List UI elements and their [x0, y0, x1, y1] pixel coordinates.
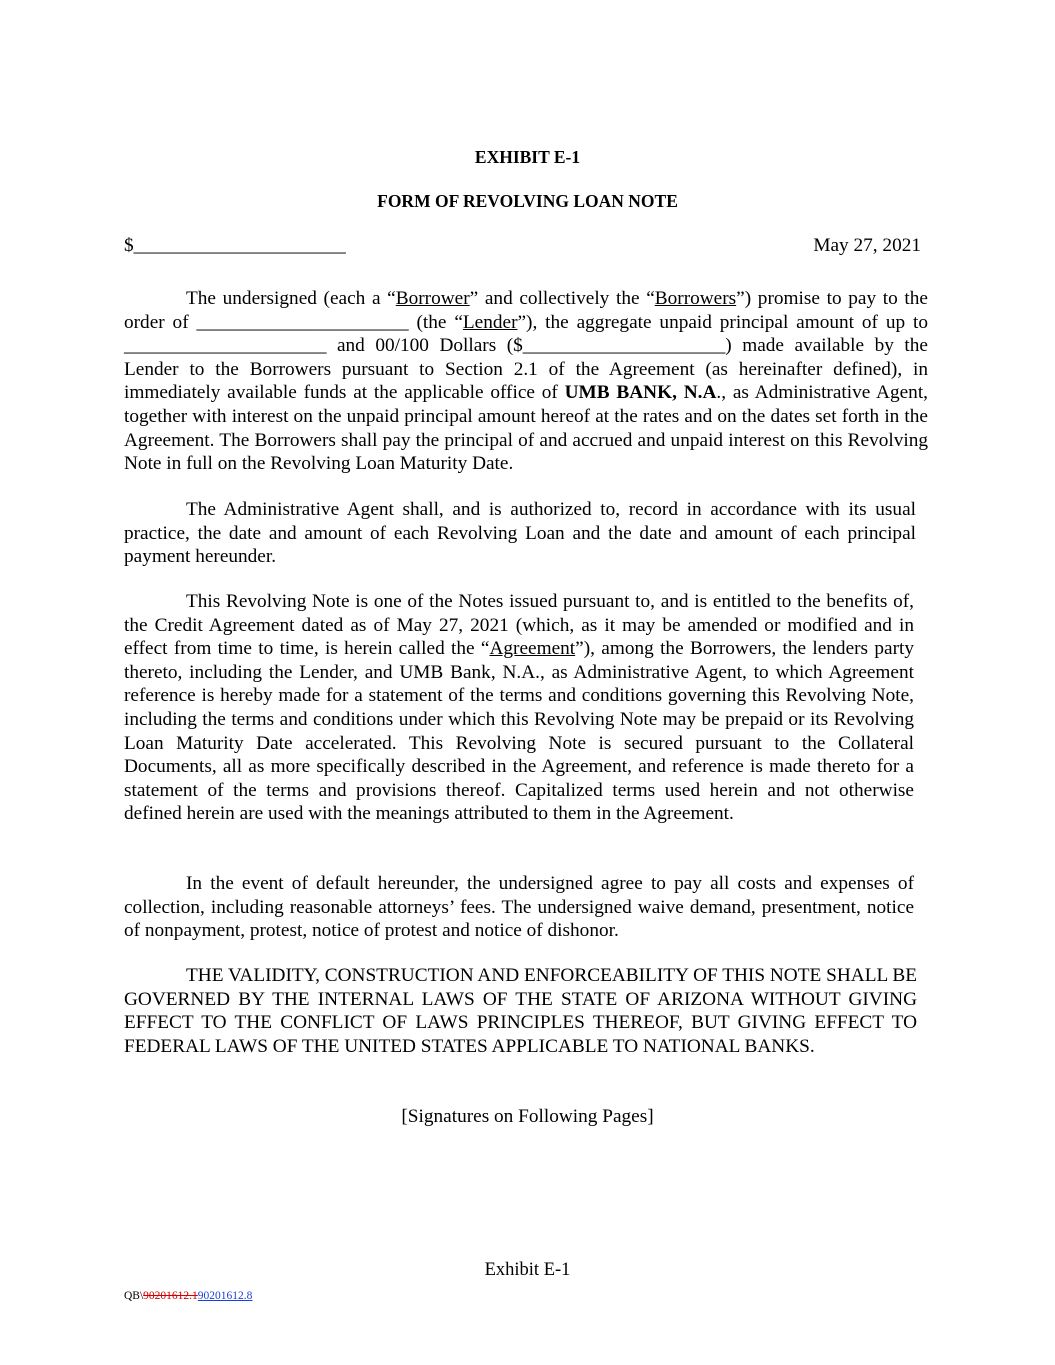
p1-text-3: ”) promise to pay to the order of ______________________ (the “: [124, 288, 928, 333]
form-title: FORM OF REVOLVING LOAN NOTE: [377, 191, 678, 211]
defined-term-borrower: Borrower: [395, 288, 470, 309]
signature-note: [Signatures on Following Pages]: [401, 1106, 654, 1127]
defined-term-agreement: Agreement: [489, 638, 576, 660]
p1-text-5: ., as Administrative Agent, together with interest on the unpaid principal amount hereof at the rates and on the dates set forth in the Agreement. The Borrowers shall pay the principal of and accrued and unpaid interest on this Revolving Note in full on the Revolving Loan Maturity Date.: [124, 382, 928, 475]
document-id: [124, 1290, 252, 1302]
amount-blank: $______________________: [124, 235, 346, 256]
paragraph-promise-to-pay: [124, 287, 928, 476]
defined-term-lender: Lender: [462, 311, 518, 333]
doc-id-deleted: 90201612.1: [143, 1290, 198, 1302]
paragraph-credit-agreement: [124, 590, 914, 826]
paragraph-recording: [124, 498, 916, 569]
exhibit-title: EXHIBIT E-1: [474, 147, 581, 167]
p1-text-4: ”), the aggregate unpaid principal amount of up to _____________________ and 00/100 Dollars ($_____________________) made available by the Lender to the Borrowers pursuant to Section 2.1 of the Agreement (as hereinafter defined), in immediately available funds at the applicable office of: [124, 311, 928, 404]
p3-text-2: ”), among the Borrowers, the lenders party thereto, including the Lender, and UMB Bank, N.A., as Administrative Agent, to which Agreement reference is hereby made for a statement of the terms and conditions governing this Revolving Note, including the terms and conditions under which this Revolving Note may be prepaid or its Revolving Loan Maturity Date accelerated. This Revolving Note is secured pursuant to the Collateral Documents, all as more specifically described in the Agreement, and reference is made thereto for a statement of the terms and provisions thereof. Capitalized terms used herein and not otherwise defined herein are used with the meanings attributed to them in the Agreement.: [124, 638, 914, 825]
paragraph-governing-law: [124, 964, 917, 1058]
defined-term-borrowers: Borrowers: [654, 288, 737, 309]
bank-name: UMB BANK, N.A: [564, 382, 717, 404]
p1-text-2: ” and collectively the “: [469, 288, 655, 309]
p2-text: The Administrative Agent shall, and is authorized to, record in accordance with its usual practice, the date and amount of each Revolving Loan and the date and amount of each principal payment hereunder.: [124, 499, 916, 568]
doc-id-prefix: QB\: [124, 1290, 144, 1302]
paragraph-default: [124, 872, 914, 943]
p3-text-1: This Revolving Note is one of the Notes issued pursuant to, and is entitled to the benefits of, the Credit Agreement dated as of May 27, 2021 (which, as it may be amended or modified and in effect from time to time, is herein called the “: [124, 591, 914, 660]
p4-text: In the event of default hereunder, the undersigned agree to pay all costs and expenses of collection, including reasonable attorneys’ fees. The undersigned waive demand, presentment, notice of nonpayment, protest, notice of protest and notice of dishonor.: [124, 873, 914, 942]
p5-text: THE VALIDITY, CONSTRUCTION AND ENFORCEABILITY OF THIS NOTE SHALL BE GOVERNED BY THE INTERNAL LAWS OF THE STATE OF ARIZONA WITHOUT GIVING EFFECT TO THE CONFLICT OF LAWS PRINCIPLES THEREOF, BUT GIVING EFFECT TO FEDERAL LAWS OF THE UNITED STATES APPLICABLE TO NATIONAL BANKS.: [124, 965, 917, 1057]
doc-id-inserted: 90201612.8: [197, 1290, 253, 1302]
page-footer: Exhibit E-1: [484, 1260, 571, 1280]
amount-date-line: [124, 233, 921, 259]
p1-text-1: The undersigned (each a “: [186, 288, 396, 309]
note-date: May 27, 2021: [813, 235, 921, 256]
